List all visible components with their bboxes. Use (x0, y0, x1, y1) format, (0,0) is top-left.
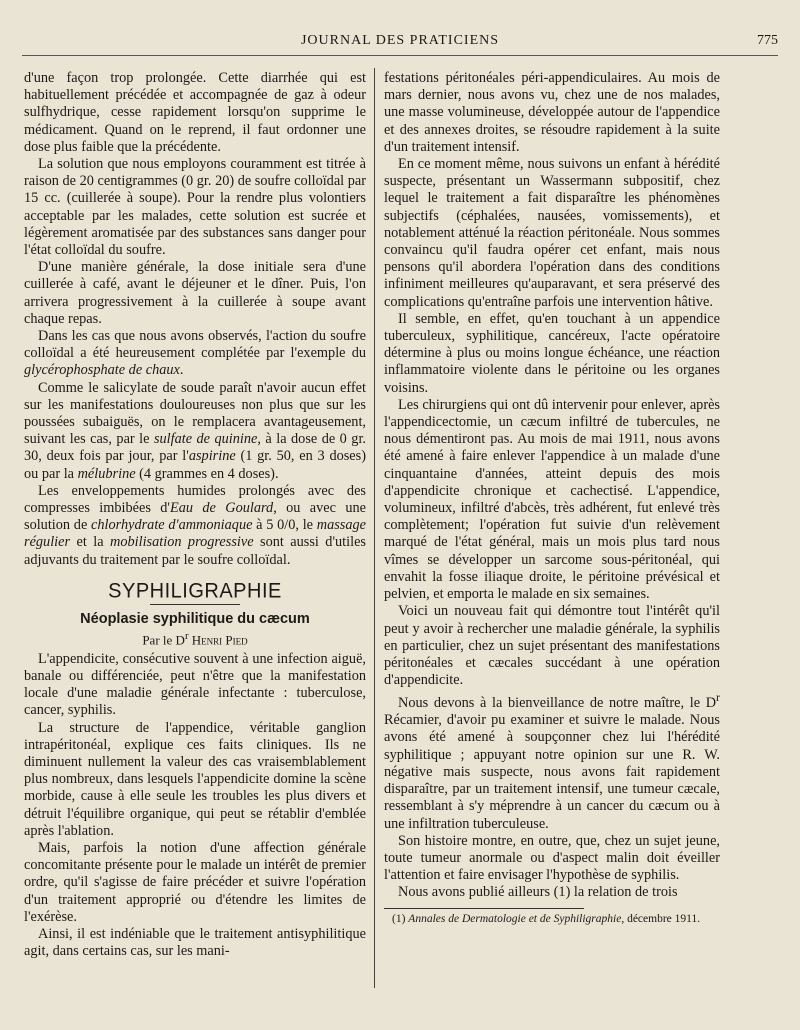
paragraph: d'une façon trop prolongée. Cette diarrhée qui est habituellement précédée et accompagnée de gaz à odeur sulfhydrique, cesse rapidement lorsqu'on supprime le médicament. Quand on le reprend, il faut ordonner une dose plus faible que la précédente. (24, 70, 366, 155)
left-column (24, 70, 366, 960)
byline: Par le $D^r$ Henri Pied (142, 630, 248, 648)
paragraph: La structure de l'appendice, véritable ganglion intrapéritonéal, explique ces faits cliniques. Ils ne diminuent nullement la valeur des cas vraisemblablement plus nombreux, dans lesquels l'appendicite domine la scène morbide, cause à elle seule les troubles les plus divers et détruit l'équilibre organique, qui peut se rétablir d'emblée après l'ablation. (24, 719, 366, 839)
paragraph: Les enveloppements humides prolongés avec des compresses imbibées d'Eau de Goulard, ou avec une solution de chlorhydrate d'ammoniaque à 5 0/0, le massage régulier et la mobilisation progressive sont aussi d'utiles adjuvants du traitement par le soufre colloïdal. (24, 482, 367, 568)
right-column (384, 70, 720, 926)
section-title: SYPHILIGRAPHIE (108, 579, 282, 603)
paragraph: Son histoire montre, en outre, que, chez un sujet jeune, toute tumeur anormale ou d'aspect malin doit éveiller l'attention et faire envisager l'hypothèse de syphilis. (384, 832, 720, 884)
paragraph: Nous devons à la bienveillance de notre maître, le $D^r$ Récamier, d'avoir pu examiner et suivre le malade. Nous avons été amené à soupçonner chez lui l'hérédité syphilitique ; appuyant notre opinion sur une R. W. négative mais suspecte, nous avons fait rapidement disparaître, par un traitement intensif, une tumeur cæcale, ressemblant à s'y méprendre à un cancer du cæcum ou à une infiltration tuberculeuse. (384, 690, 720, 832)
running-title: JOURNAL DES PRATICIENS (300, 33, 500, 48)
footnote: (1) Annales de Dermatologie et de Syphiligraphie, décembre 1911. (392, 912, 701, 925)
paragraph: D'une manière générale, la dose initiale sera d'une cuillerée à café, avant le déjeuner et le dîner. Puis, l'on arrivera progressivement à la cuillerée à soupe avant chaque repas. (24, 259, 366, 327)
article-title: Néoplasie syphilitique du cæcum (80, 611, 310, 628)
paragraph: En ce moment même, nous suivons un enfant à hérédité suspecte, présentant un Wassermann subpositif, chez lequel le traitement a fait disparaître les phénomènes subjectifs (céphalées, nausées, vomissements), et notablement atténué la réaction péritonéale. Nous sommes convaincu qu'il faudra opérer cet enfant, mais nous pensons qu'il abordera l'opération dans des conditions infiniment meilleures qu'auparavant, et sera préservé des complications qu'entraîne parfois une intervention hâtive. (384, 156, 720, 310)
column-divider (374, 68, 375, 988)
paragraph: Nous avons publié ailleurs (1) la relation de trois (398, 884, 678, 901)
paragraph: L'appendicite, consécutive souvent à une infection aiguë, banale ou différenciée, peut n'être que la manifestation locale d'une maladie générale infectante : tuberculose, cancer, syphilis. (24, 650, 366, 719)
page-number: 775 (757, 33, 778, 48)
paragraph: festations péritonéales péri-appendiculaires. Au mois de mars dernier, nous avons vu, chez une de nos malades, une masse volumineuse, développée autour de l'appendice et des annexes droites, se résoudre rapidement à la suite d'un traitement intensif. (384, 70, 720, 155)
paragraph: Mais, parfois la notion d'une affection générale concomitante présente pour le malade un intérêt de premier ordre, qu'il s'agisse de faire précéder et suivre l'opération d'un traitement approprié ou d'étendre les limites de l'exérèse. (24, 840, 366, 925)
paragraph: Voici un nouveau fait qui démontre tout l'intérêt qu'il peut y avoir à rechercher une maladie générale, la syphilis en particulier, chez un sujet présentant des manifestations péritonéales et cæcales succédant à une opération d'appendicite. (384, 603, 720, 689)
page-header (22, 33, 778, 56)
paragraph: Dans les cas que nous avons observés, l'action du soufre colloïdal a été heureusement complétée par l'exemple du glycérophosphate de chaux. (24, 328, 366, 379)
paragraph: Comme le salicylate de soude paraît n'avoir aucun effet sur les manifestations douloureuses non plus que sur les poussées subaiguës, on le remplacera avantageusement, suivant les cas, par le sulfate de quinine, à la dose de 0 gr. 30, deux fois par jour, par l'aspirine (1 gr. 50, en 3 doses) ou par la mélubrine (4 grammes en 4 doses). (24, 379, 366, 482)
paragraph: Les chirurgiens qui ont dû intervenir pour enlever, après l'appendicectomie, un cæcum infiltré de tubercules, ne nous démentiront pas. Au mois de mai 1911, nous avons été amené à faire enlever l'appendice à un malade d'une cinquantaine d'années, atteint depuis des mois d'appendicite chronique et cachectisé. L'appendice, volumineux, infiltré d'abcès, très adhérent, fut enlevé très complètement; l'opération fut suivie d'un relèvement marqué de l'état général, mais un mois plus tard nous vîmes se développer un sarcome sous-péritonéal, qui envahit la fosse iliaque droite, le péritoine prévésical et pelvien, et emporta le malade en six semaines. (384, 396, 720, 603)
paragraph: La solution que nous employons couramment est titrée à raison de 20 centigrammes (0 gr. 20) de soufre colloïdal par 15 cc. (cuillerée à soupe). Pour la rendre plus volontiers acceptable par les malades, cette solution est sucrée et légèrement aromatisée par des substances sans danger pour l'état colloïdal du soufre. (24, 156, 366, 259)
paragraph: Il semble, en effet, qu'en touchant à un appendice tuberculeux, syphilitique, cancéreux, l'acte opératoire détermine à plus ou moins longue échéance, une réaction inflammatoire violente dans le péritoine ou les organes voisins. (384, 310, 720, 396)
footnote-rule (384, 908, 584, 909)
section-rule (150, 604, 240, 605)
paragraph: Ainsi, il est indéniable que le traitement antisyphilitique agit, dans certains cas, sur les mani- (24, 926, 366, 960)
